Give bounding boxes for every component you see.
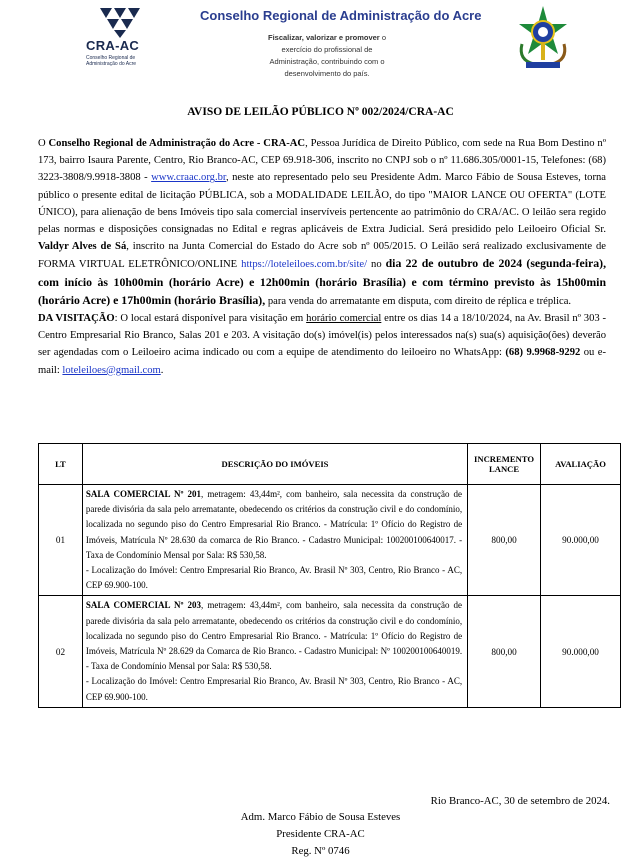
col-value: AVALIAÇÃO — [541, 444, 621, 485]
cra-logo-icon — [92, 8, 148, 38]
table-row — [39, 596, 621, 707]
table-row — [39, 485, 621, 596]
org-title: Conselho Regional de Administração do Acre — [200, 8, 482, 23]
lot-description: SALA COMERCIAL Nº 201, metragem: 43,44m², com banheiro, sala necessita da construção de parede divisória da sala pelo arrematante, obedecendo os critérios da construção civil e do condomínio, localizada no segundo piso do Centro Empresarial Rio Branco. - Matrícula: 1º Ofício do Registro de Imóveis, Matrícula Nº 28.630 da comarca de Rio Branco. - Cadastro Municipal: 100200100640017. - Taxa de Condomínio Mensal por Sala: R$ 530,58. - Localização do Imóvel: Centro Empresarial Rio Branco, Av. Brasil Nº 303, Centro, Rio Branco - AC, CEP 69.900-100. — [82, 485, 467, 596]
signer-role: Presidente CRA-AC — [276, 828, 365, 840]
signer-registration: Reg. Nº 0746 — [291, 845, 350, 857]
letterhead — [0, 0, 641, 90]
col-lt: LT — [39, 444, 83, 485]
slogan: Fiscalizar, valorizar e promover o exercício do profissional de Administração, contribuindo com o desenvolvimento do país. — [268, 33, 386, 78]
logo-subtitle: Conselho Regional de Administração do Acre — [86, 55, 137, 67]
lot-increment: 800,00 — [468, 485, 541, 596]
lot-description: SALA COMERCIAL Nº 203, metragem: 43,44m², com banheiro, sala necessita da construção de parede divisória da sala pelo arrematante, obedecendo os critérios da construção civil e do condomínio, localizada no segundo piso do Centro Empresarial Rio Branco. - Matrícula: 1º Ofício do Registro de Imóveis, Matrícula Nº 28.629 da Comarca de Rio Branco. - Cadastro Municipal: Nº 100200100640019. - Taxa de Condomínio Mensal por Sala: R$ 530,58. - Localização do Imóvel: Centro Empresarial Rio Branco, Av. Brasil Nº 303, Centro, Rio Branco - AC, CEP 69.900-100. — [82, 596, 467, 707]
email-link[interactable]: loteleiloes@gmail.com — [62, 364, 161, 376]
lot-value: 90.000,00 — [541, 485, 621, 596]
craac-website-link[interactable]: www.craac.org.br — [151, 172, 227, 184]
auction-site-link[interactable]: https://loteleiloes.com.br/site/ — [241, 259, 368, 271]
col-increment: INCREMENTO LANCE — [468, 444, 541, 485]
col-desc: DESCRIÇÃO DO IMÓVEIS — [82, 444, 467, 485]
logo-abbr: CRA-AC — [86, 38, 140, 53]
place-date: Rio Branco-AC, 30 de setembro de 2024. — [430, 795, 610, 807]
lots-table — [38, 443, 621, 708]
signer-name: Adm. Marco Fábio de Sousa Esteves — [240, 811, 401, 823]
table-header-row — [39, 444, 621, 485]
lot-value: 90.000,00 — [541, 596, 621, 707]
lot-number: 02 — [39, 596, 83, 707]
notice-body — [38, 135, 606, 379]
intro-paragraph: O Conselho Regional de Administração do Acre - CRA-AC, Pessoa Jurídica de Direito Público, com sede na Rua Bom Destino nº 173, bairro Isaura Parente, Centro, Rio Branco-AC, CEP 69.918-306, inscrito no CNPJ sob o nº 11.686.305/0001-15, Telefones: (68) 3223-3808/9.9918-3808 - www.craac.org.br, neste ato representado pelo seu Presidente Adm. Marco Fábio de Sousa Esteves, torna público o presente edital de licitação PÚBLICA, sob a MODALIDADE LEILÃO, do tipo "MAIOR LANCE OU OFERTA" (LOTE ÚNICO), para alienação de bens Imóveis tipo sala comercial inservíveis pertencente ao patrimônio do CRA/AC. O leilão sera regido pelas normas e disposições consignadas no Edital e regras aplicáveis de Extra Judicial. Será presidido pelo Leiloeiro Oficial Sr. Valdyr Alves de Sá, inscrito na Junta Comercial do Estado do Acre sob nº 005/2015. O Leilão será realizado exclusivamente de FORMA VIRTUAL ELETRÔNICO/ONLINE https://loteleiloes.com.br/site/ no dia 22 de outubro de 2024 (segunda-feira), com início às 10h00min (horário Acre) e 12h00min (horário Brasília) e com término previsto às 15h00min (horário Acre) e 17h00min (horário Brasília), para venda do arrematante em disputa, com direito de réplica e tréplica. — [38, 138, 607, 307]
document-title: AVISO DE LEILÃO PÚBLICO Nº 002/2024/CRA-AC — [187, 106, 454, 118]
brazil-coat-of-arms-icon — [514, 4, 572, 70]
cra-ac-logo — [82, 8, 154, 80]
visit-paragraph: DA VISITAÇÃO: O local estará disponível para visitação em horário comercial entre os dias 14 a 18/10/2024, na Av. Brasil nº 303 - Centro Empresarial Rio Branco, Salas 201 e 203. A visitação do(s) imóvel(is) pelos interessados na(s) sua(s) aquisição(ões) deverão ser agendadas com o Leiloeiro acima indicado ou com a equipe de atendimento do leiloeiro no WhatsApp: (68) 9.9968-9292 ou e-mail: loteleiloes@gmail.com. — [38, 313, 607, 376]
lot-increment: 800,00 — [468, 596, 541, 707]
lot-number: 01 — [39, 485, 83, 596]
